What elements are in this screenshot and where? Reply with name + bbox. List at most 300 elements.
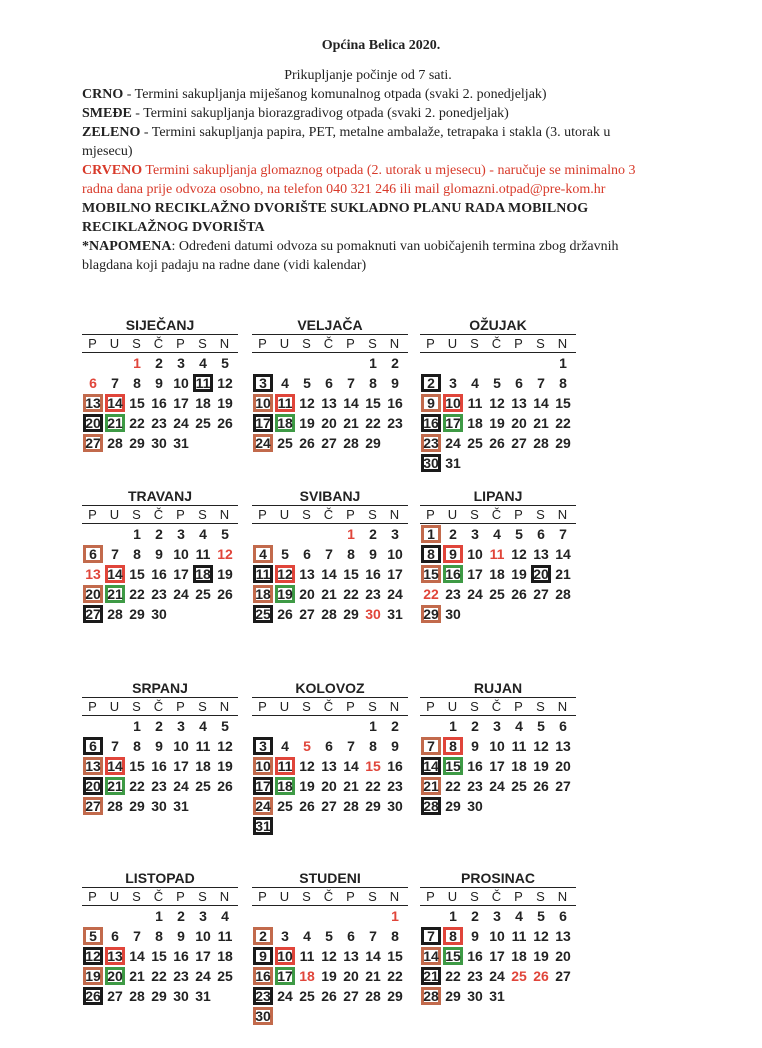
empty-cell [486,353,508,373]
weekday-label: U [447,507,459,522]
month-title: SIJEČANJ [125,317,195,333]
day-cell: 2 [155,526,163,542]
day-cell: 11 [511,928,527,944]
day-cell: 16 [467,758,483,774]
weekday-label: N [219,507,231,522]
intro-text: Prikupljanje počinje od 7 sati. [284,68,452,83]
day-cell: 21 [343,415,359,431]
day-grid [82,906,238,1006]
day-cell: 27 [321,435,337,451]
day-cell: 21 [321,586,337,602]
day-cell: 30 [253,1007,273,1025]
day-cell: 7 [111,738,119,754]
day-cell: 14 [421,757,441,775]
weekday-label: N [557,507,569,522]
weekday-label: U [447,889,459,904]
day-cell: 24 [173,415,189,431]
weekday-label: U [447,699,459,714]
weekday-label: P [514,507,524,522]
weekday-label: U [109,336,121,351]
day-cell: 10 [489,738,505,754]
day-cell: 27 [511,435,527,451]
day-cell: 10 [467,546,483,562]
day-cell: 27 [555,778,571,794]
weekday-label: P [346,889,356,904]
weekday-header [252,334,408,353]
empty-cell [420,906,442,926]
weekday-header [252,697,408,716]
weekday-label: Č [323,336,335,351]
weekday-label: S [302,699,312,714]
day-cell: 4 [199,355,207,371]
day-cell: 11 [467,395,483,411]
month-title: VELJAČA [297,317,363,333]
day-cell: 13 [343,948,359,964]
empty-cell [252,353,274,373]
day-cell: 7 [133,928,141,944]
day-cell: 2 [391,355,399,371]
weekday-label: S [198,336,208,351]
weekday-label: S [302,336,312,351]
day-cell: 13 [511,395,527,411]
day-cell: 8 [155,928,163,944]
day-cell: 29 [129,798,145,814]
legend-brown-label: SMEĐE [82,106,132,121]
weekday-label: S [368,889,378,904]
day-cell: 31 [195,988,211,1004]
day-cell: 22 [445,778,461,794]
day-cell: 29 [129,606,145,622]
day-cell: 25 [195,778,211,794]
day-cell: 7 [325,546,333,562]
day-cell: 6 [303,546,311,562]
day-cell: 17 [173,758,189,774]
month-title: RUJAN [473,680,523,696]
day-cell: 22 [365,778,381,794]
day-cell: 24 [277,988,293,1004]
weekday-label: N [389,699,401,714]
day-cell: 12 [533,738,549,754]
day-cell: 22 [151,968,167,984]
weekday-label: N [219,699,231,714]
weekday-label: P [88,699,98,714]
day-cell: 16 [151,566,167,582]
day-cell: 16 [467,948,483,964]
day-cell: 14 [105,565,125,583]
day-cell: 13 [85,566,101,582]
day-cell: 25 [511,778,527,794]
legend-brown-text: - Termini sakupljanja biorazgradivog otpada (svaki 2. ponedjeljak) [131,106,509,121]
day-cell: 19 [533,758,549,774]
day-cell: 20 [531,565,551,583]
weekday-label: S [536,699,546,714]
day-cell: 27 [555,968,571,984]
day-cell: 30 [173,988,189,1004]
day-cell: 5 [303,375,311,391]
day-cell: 27 [83,434,103,452]
day-cell: 17 [253,777,273,795]
day-cell: 1 [391,908,399,924]
day-cell: 21 [105,414,125,432]
month-11 [252,869,408,1026]
empty-cell [82,353,104,373]
weekday-label: N [389,889,401,904]
day-cell: 8 [133,738,141,754]
month-12 [420,869,576,1006]
day-cell: 29 [445,988,461,1004]
empty-cell [274,353,296,373]
day-cell: 1 [347,526,355,542]
day-cell: 13 [83,757,103,775]
day-cell: 1 [449,718,457,734]
day-cell: 2 [253,927,273,945]
month-title: PROSINAC [461,870,535,886]
day-cell: 14 [105,757,125,775]
day-grid [252,524,408,624]
empty-cell [82,716,104,736]
legend-note [82,237,654,275]
day-cell: 16 [151,758,167,774]
day-cell: 30 [151,435,167,451]
day-cell: 12 [217,375,233,391]
weekday-header [82,505,238,524]
day-cell: 6 [537,526,545,542]
weekday-label: P [176,889,186,904]
day-cell: 8 [559,375,567,391]
empty-cell [274,524,296,544]
day-cell: 24 [173,586,189,602]
day-cell: 22 [129,778,145,794]
weekday-label: U [279,699,291,714]
weekday-label: P [514,889,524,904]
day-cell: 18 [511,758,527,774]
day-cell: 18 [253,585,273,603]
day-cell: 25 [511,968,527,984]
weekday-label: P [176,699,186,714]
day-cell: 18 [299,968,315,984]
weekday-label: S [368,507,378,522]
day-cell: 4 [253,545,273,563]
day-cell: 11 [195,738,211,754]
day-cell: 30 [445,606,461,622]
day-cell: 28 [321,606,337,622]
empty-cell [104,906,126,926]
month-5 [252,487,408,624]
day-cell: 31 [489,988,505,1004]
day-cell: 28 [533,435,549,451]
weekday-label: Č [491,507,503,522]
day-cell: 29 [343,606,359,622]
day-cell: 5 [221,355,229,371]
day-grid [252,353,408,453]
day-cell: 15 [387,948,403,964]
day-grid [420,906,576,1006]
day-cell: 29 [129,435,145,451]
day-cell: 19 [217,758,233,774]
day-cell: 11 [193,374,213,392]
weekday-label: N [557,699,569,714]
day-cell: 29 [445,798,461,814]
day-cell: 1 [421,525,441,543]
day-cell: 24 [253,797,273,815]
day-cell: 25 [195,586,211,602]
day-cell: 13 [533,546,549,562]
day-cell: 27 [83,797,103,815]
day-cell: 7 [421,737,441,755]
empty-cell [252,716,274,736]
weekday-header [420,887,576,906]
weekday-label: N [557,336,569,351]
day-cell: 23 [253,987,273,1005]
weekday-label: Č [323,889,335,904]
day-cell: 9 [155,375,163,391]
day-cell: 15 [129,566,145,582]
weekday-label: P [346,507,356,522]
day-cell: 10 [173,546,189,562]
day-cell: 22 [129,586,145,602]
day-cell: 8 [369,738,377,754]
day-cell: 1 [155,908,163,924]
day-grid [82,524,238,624]
day-cell: 18 [511,948,527,964]
day-cell: 23 [467,968,483,984]
day-cell: 2 [391,718,399,734]
empty-cell [296,716,318,736]
weekday-header [420,334,576,353]
day-cell: 1 [369,355,377,371]
empty-cell [340,353,362,373]
day-cell: 31 [387,606,403,622]
month-title: KOLOVOZ [295,680,365,696]
day-cell: 1 [369,718,377,734]
day-cell: 11 [511,738,527,754]
day-cell: 16 [151,395,167,411]
weekday-label: S [132,889,142,904]
day-cell: 25 [253,605,273,623]
day-cell: 7 [537,375,545,391]
day-cell: 17 [275,967,295,985]
weekday-label: S [536,336,546,351]
day-cell: 23 [387,778,403,794]
day-cell: 6 [515,375,523,391]
weekday-label: P [88,889,98,904]
weekday-header [82,887,238,906]
weekday-label: P [176,336,186,351]
day-cell: 16 [387,395,403,411]
empty-cell [82,906,104,926]
day-cell: 5 [303,738,311,754]
day-cell: 4 [199,526,207,542]
weekday-label: Č [323,699,335,714]
day-cell: 22 [387,968,403,984]
day-cell: 3 [199,908,207,924]
day-cell: 30 [387,798,403,814]
day-cell: 12 [533,928,549,944]
day-cell: 3 [253,374,273,392]
day-cell: 24 [173,778,189,794]
day-cell: 5 [493,375,501,391]
empty-cell [126,906,148,926]
weekday-label: P [88,507,98,522]
day-cell: 4 [221,908,229,924]
day-cell: 26 [533,778,549,794]
day-cell: 12 [83,947,103,965]
day-cell: 10 [195,928,211,944]
day-cell: 11 [489,546,505,562]
weekday-label: N [557,889,569,904]
empty-cell [340,716,362,736]
legend-green-text: - Termini sakupljanja papira, PET, metalne ambalaže, tetrapaka i stakla (3. utorak u mjesecu) [82,125,611,159]
weekday-label: U [279,889,291,904]
day-cell: 18 [193,565,213,583]
weekday-header [252,887,408,906]
day-cell: 27 [321,798,337,814]
day-cell: 21 [343,778,359,794]
month-1 [82,316,238,453]
day-cell: 17 [489,758,505,774]
day-grid [420,353,576,473]
weekday-label: P [426,699,436,714]
weekday-label: P [88,336,98,351]
day-cell: 28 [421,797,441,815]
day-cell: 19 [321,968,337,984]
day-cell: 24 [489,968,505,984]
month-8 [252,679,408,836]
day-cell: 6 [83,737,103,755]
day-cell: 9 [177,928,185,944]
month-title: LISTOPAD [125,870,195,886]
day-cell: 15 [343,566,359,582]
day-cell: 20 [83,585,103,603]
day-cell: 30 [467,988,483,1004]
day-cell: 10 [253,394,273,412]
day-cell: 15 [365,758,381,774]
day-cell: 8 [421,545,441,563]
empty-cell [104,353,126,373]
day-cell: 5 [537,718,545,734]
empty-cell [318,716,340,736]
day-cell: 20 [321,778,337,794]
empty-cell [274,906,296,926]
day-cell: 9 [253,947,273,965]
day-cell: 2 [471,718,479,734]
empty-cell [252,524,274,544]
weekday-label: U [109,889,121,904]
day-cell: 6 [325,738,333,754]
day-cell: 3 [177,355,185,371]
day-cell: 28 [343,798,359,814]
day-cell: 23 [151,586,167,602]
day-cell: 25 [277,435,293,451]
day-cell: 21 [105,777,125,795]
weekday-label: S [198,889,208,904]
weekday-label: U [109,507,121,522]
weekday-label: S [132,699,142,714]
empty-cell [104,524,126,544]
day-cell: 13 [321,758,337,774]
weekday-label: P [258,889,268,904]
day-cell: 29 [421,605,441,623]
day-cell: 13 [555,738,571,754]
day-cell: 25 [299,988,315,1004]
day-cell: 17 [443,414,463,432]
day-cell: 23 [365,586,381,602]
day-cell: 28 [129,988,145,1004]
legend-green-label: ZELENO [82,125,141,140]
day-cell: 12 [217,546,233,562]
weekday-label: U [279,507,291,522]
day-cell: 28 [343,435,359,451]
day-cell: 19 [217,566,233,582]
empty-cell [420,353,442,373]
day-cell: 31 [173,435,189,451]
day-cell: 8 [369,375,377,391]
legend-mobile [82,199,654,237]
weekday-label: N [389,336,401,351]
day-cell: 15 [555,395,571,411]
day-cell: 19 [275,585,295,603]
day-cell: 12 [275,565,295,583]
weekday-label: Č [153,889,165,904]
day-cell: 11 [253,565,273,583]
empty-cell [318,524,340,544]
day-cell: 22 [343,586,359,602]
day-cell: 21 [105,585,125,603]
day-cell: 19 [511,566,527,582]
day-cell: 11 [217,928,233,944]
day-cell: 26 [299,798,315,814]
day-cell: 3 [281,928,289,944]
day-cell: 7 [347,375,355,391]
note-text: : Određeni datumi odvoza su pomaknuti van uobičajenih termina zbog državnih blagdana koji padaju na radne dane (vidi kalendar) [82,239,619,273]
day-cell: 16 [387,758,403,774]
day-cell: 23 [421,434,441,452]
month-title: OŽUJAK [469,317,527,333]
day-cell: 20 [105,967,125,985]
day-grid [252,716,408,836]
day-cell: 12 [489,395,505,411]
day-cell: 6 [83,545,103,563]
day-cell: 29 [387,988,403,1004]
day-cell: 9 [391,375,399,391]
day-cell: 9 [421,394,441,412]
day-cell: 28 [107,798,123,814]
day-cell: 4 [281,738,289,754]
day-cell: 4 [515,718,523,734]
month-title: LIPANJ [473,488,523,504]
day-cell: 23 [445,586,461,602]
day-cell: 22 [445,968,461,984]
day-cell: 26 [277,606,293,622]
day-cell: 7 [559,526,567,542]
day-cell: 25 [195,415,211,431]
month-10 [82,869,238,1006]
day-cell: 26 [533,968,549,984]
day-cell: 3 [471,526,479,542]
empty-cell [340,906,362,926]
day-cell: 19 [489,415,505,431]
day-cell: 9 [369,546,377,562]
legend-green [82,123,654,161]
empty-cell [420,716,442,736]
day-cell: 19 [83,967,103,985]
day-cell: 20 [83,414,103,432]
note-label: *NAPOMENA [82,239,172,254]
month-2 [252,316,408,453]
legend-black-text: - Termini sakupljanja miješanog komunalnog otpada (svaki 2. ponedjeljak) [123,87,547,102]
weekday-label: P [258,507,268,522]
day-cell: 15 [129,758,145,774]
